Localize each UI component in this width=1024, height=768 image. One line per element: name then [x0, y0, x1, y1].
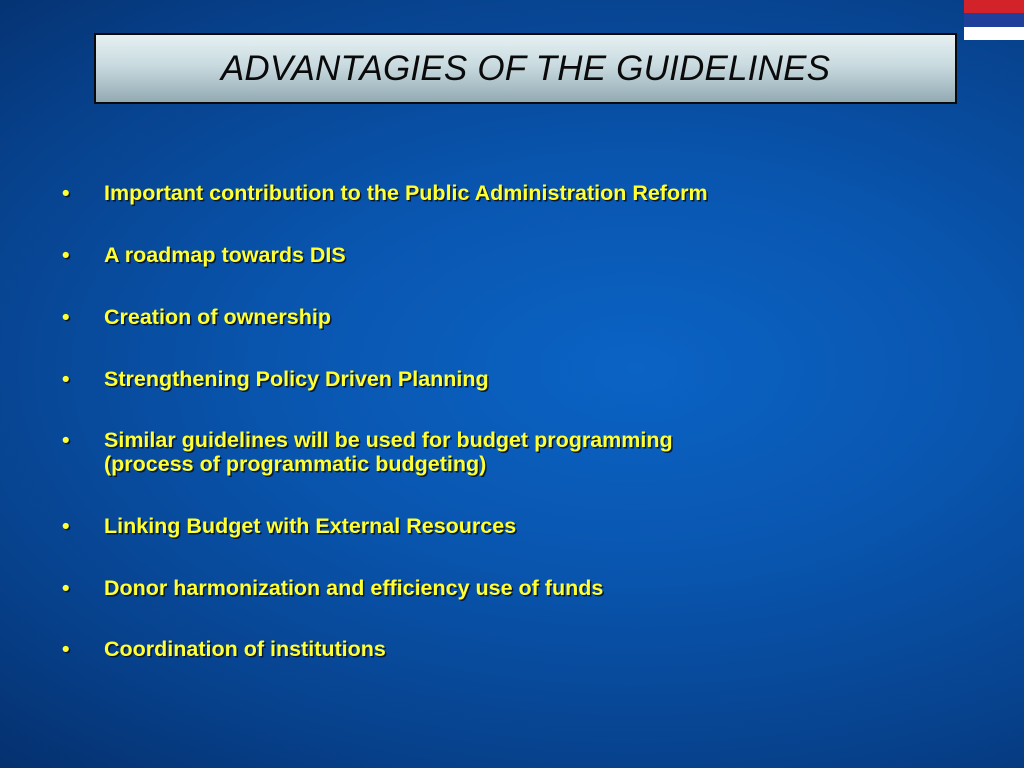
bullet-dot: • — [62, 305, 70, 329]
bullet-text-line: Coordination of institutions — [104, 637, 386, 661]
bullet-dot: • — [62, 181, 70, 205]
bullet-text-line: Strengthening Policy Driven Planning — [104, 367, 489, 391]
bullet-text — [104, 576, 603, 600]
bullet-text-line: Donor harmonization and efficiency use of funds — [104, 576, 604, 600]
bullet-text-line: Similar guidelines will be used for budget programming — [104, 428, 673, 452]
bullet-item — [58, 305, 331, 329]
bullet-item — [58, 576, 603, 600]
slide-title: ADVANTAGIES OF THE GUIDELINES — [220, 48, 831, 88]
bullet-dot: • — [62, 428, 70, 452]
bullet-text — [104, 514, 516, 538]
bullet-text — [104, 243, 346, 267]
bullet-item — [58, 243, 346, 267]
bullet-text-line: A roadmap towards DIS — [104, 243, 346, 267]
bullet-text — [104, 367, 489, 391]
bullet-item — [58, 181, 708, 205]
flag-icon — [964, 0, 1024, 40]
bullet-dot: • — [62, 243, 70, 267]
flag-stripe-red — [964, 0, 1024, 13]
bullet-item — [58, 514, 516, 538]
bullet-dot: • — [62, 637, 70, 661]
bullet-text — [104, 637, 386, 661]
bullet-text — [104, 305, 331, 329]
bullet-text — [104, 181, 708, 205]
bullet-text-line: Important contribution to the Public Administration Reform — [104, 181, 708, 205]
bullet-item — [58, 637, 386, 661]
bullet-text-line: Creation of ownership — [104, 305, 331, 329]
bullet-item — [58, 428, 673, 476]
bullet-dot: • — [62, 514, 70, 538]
slide-title-box — [94, 33, 957, 104]
flag-stripe-white — [964, 27, 1024, 40]
bullet-dot: • — [62, 576, 70, 600]
bullet-text-line: Linking Budget with External Resources — [104, 514, 517, 538]
flag-stripe-blue — [964, 13, 1024, 26]
bullet-text-line: (process of programmatic budgeting) — [104, 452, 487, 476]
bullet-dot: • — [62, 367, 70, 391]
bullet-item — [58, 367, 489, 391]
bullet-text — [104, 428, 673, 476]
